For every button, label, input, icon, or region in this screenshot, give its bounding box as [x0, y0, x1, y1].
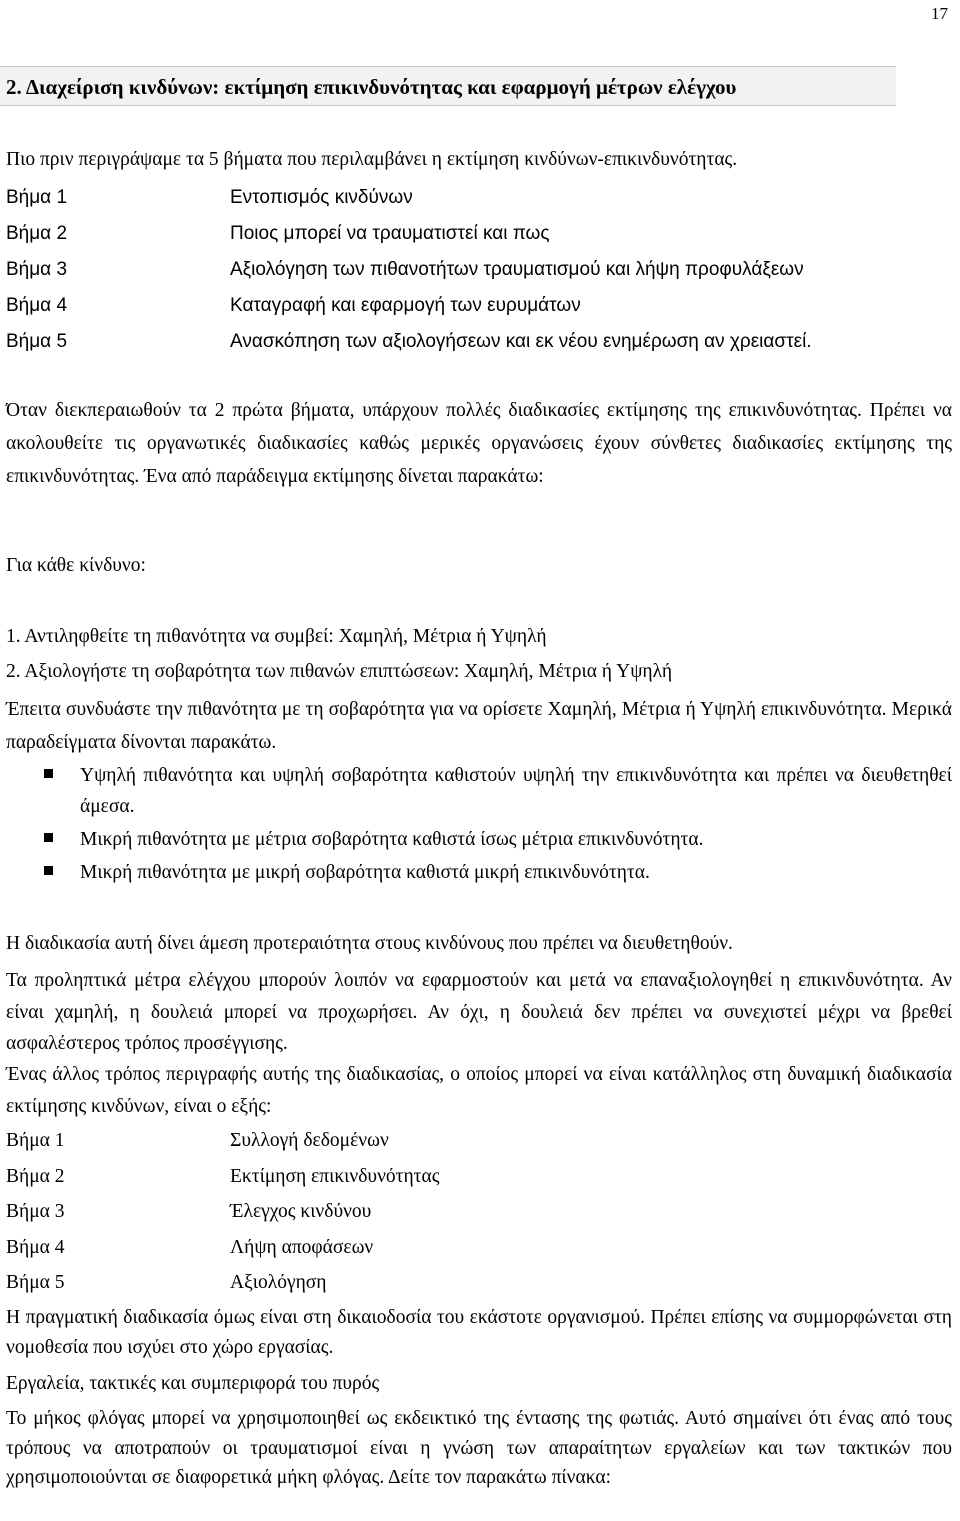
- step-text: Ανασκόπηση των αξιολογήσεων και εκ νέου ενημέρωση αν χρειαστεί.: [230, 331, 812, 352]
- step-label: Βήμα 5: [6, 331, 68, 352]
- step-text: Εντοπισμός κινδύνων: [230, 187, 413, 208]
- square-bullet-icon: [44, 769, 53, 778]
- list-item: [6, 857, 952, 888]
- paragraph-first-two-steps: Όταν διεκπεραιωθούν τα 2 πρώτα βήματα, υπάρχουν πολλές διαδικασίες εκτίμησης της επικινδυνότητας. Πρέπει να ακολουθείτε τις οργανωτικές διαδικασίες καθώς μερικές οργανώσεις έχουν σύνθετες διαδικασίες εκτίμησης της επικινδυνότητας. Ένα από παράδειγμα εκτίμησης δίνεται παρακάτω:: [6, 400, 952, 487]
- steps-list-first: [6, 180, 946, 360]
- step-row: [6, 1159, 946, 1195]
- paragraph-another-way: Ένας άλλος τρόπος περιγραφής αυτής της διαδικασίας, ο οποίος μπορεί να είναι κατάλληλος στη δυναμική διαδικασία εκτίμησης κινδύνων, είναι ο εξής:: [6, 1064, 952, 1117]
- paragraph-real-process: Η πραγματική διαδικασία όμως είναι στη δικαιοδοσία του εκάστοτε οργανισμού. Πρέπει επίσης να συμμορφώνεται στη νομοθεσία που ισχύει στο χώρο εργασίας.: [6, 1307, 952, 1358]
- step-text: Αξιολόγηση των πιθανοτήτων τραυματισμού και λήψη προφυλάξεων: [230, 259, 804, 280]
- square-bullet-icon: [44, 833, 53, 842]
- step-label: Βήμα 2: [6, 223, 68, 244]
- step-text: Συλλογή δεδομένων: [230, 1130, 389, 1151]
- step-label: Βήμα 5: [6, 1272, 65, 1293]
- step-row: [6, 180, 946, 216]
- step-label: Βήμα 1: [6, 1130, 65, 1151]
- step-text: Καταγραφή και εφαρμογή των ευρυμάτων: [230, 295, 581, 316]
- paragraph-combine: Έπειτα συνδυάστε την πιθανότητα με τη σοβαρότητα για να ορίσετε Χαμηλή, Μέτρια ή Υψηλή επικινδυνότητα. Μερικά παραδείγματα δίνονται παρακάτω.: [6, 699, 952, 753]
- steps-list-second: [6, 1123, 946, 1301]
- for-each-hazard-label: Για κάθε κίνδυνο:: [6, 555, 146, 576]
- step-row: [6, 1230, 946, 1266]
- intro-text: Πιο πριν περιγράψαμε τα 5 βήματα που περιλαμβάνει η εκτίμηση κινδύνων-επικινδυνότητας.: [6, 149, 738, 170]
- bullet-text: Μικρή πιθανότητα με μέτρια σοβαρότητα καθιστά ίσως μέτρια επικινδυνότητα.: [80, 829, 704, 850]
- step-text: Λήψη αποφάσεων: [230, 1236, 374, 1258]
- bullet-text: Μικρή πιθανότητα με μικρή σοβαρότητα καθιστά μικρή επικινδυνότητα.: [80, 862, 650, 883]
- step-label: Βήμα 4: [6, 295, 68, 316]
- paragraph-measures: Τα προληπτικά μέτρα ελέγχου μπορούν λοιπόν να εφαρμοστούν και μετά να επαναξιολογηθεί η επικινδυνότητα. Αν είναι χαμηλή, η δουλειά μπορεί να προχωρήσει. Αν όχι, η δουλειά δεν πρέπει να συνεχιστεί μέχρι να βρεθεί ασφαλέστερος τρόπος προσέγγισης.: [6, 970, 952, 1054]
- step-label: Βήμα 4: [6, 1236, 65, 1258]
- step-text: Εκτίμηση επικινδυνότητας: [230, 1165, 440, 1187]
- numbered-item: 1. Αντιληφθείτε τη πιθανότητα να συμβεί: Χαμηλή, Μέτρια ή Υψηλή: [6, 626, 547, 647]
- subheading-tools: Εργαλεία, τακτικές και συμπεριφορά του πυρός: [6, 1373, 380, 1394]
- step-text: Αξιολόγηση: [230, 1272, 327, 1293]
- step-row: [6, 324, 946, 360]
- list-item: [6, 760, 952, 822]
- step-label: Βήμα 3: [6, 1201, 65, 1222]
- step-text: Έλεγχος κινδύνου: [230, 1201, 372, 1222]
- step-label: Βήμα 1: [6, 187, 68, 208]
- bullet-text: Υψηλή πιθανότητα και υψηλή σοβαρότητα καθιστούν υψηλή την επικινδυνότητα και πρέπει να διευθετηθεί άμεσα.: [80, 765, 952, 817]
- numbered-item: 2. Αξιολογήστε τη σοβαρότητα των πιθανών επιπτώσεων: Χαμηλή, Μέτρια ή Υψηλή: [6, 661, 673, 682]
- step-label: Βήμα 2: [6, 1165, 65, 1187]
- step-row: [6, 288, 946, 324]
- square-bullet-icon: [44, 866, 53, 875]
- section-heading: 2. Διαχείριση κινδύνων: εκτίμηση επικινδυνότητας και εφαρμογή μέτρων ελέγχου: [0, 66, 896, 106]
- step-row: [6, 1265, 946, 1301]
- paragraph-flame-length: Το μήκος φλόγας μπορεί να χρησιμοποιηθεί ως εκδεικτικό της έντασης της φωτιάς. Αυτό σημαίνει ότι ένας από τους τρόπους να αποτραπούν οι τραυματισμοί είναι η γνώση των απαραίτητων εργαλείων και των τακτικών που χρησιμοποιούνται σε διαφορετικά μήκη φλόγας. Δείτε τον παρακάτω πίνακα:: [6, 1408, 952, 1488]
- list-item: [6, 824, 952, 855]
- step-text: Ποιος μπορεί να τραυματιστεί και πως: [230, 223, 550, 244]
- step-row: [6, 216, 946, 252]
- step-row: [6, 1194, 946, 1230]
- bullet-list: [6, 760, 952, 890]
- paragraph-priority: Η διαδικασία αυτή δίνει άμεση προτεραιότητα στους κινδύνους που πρέπει να διευθετηθούν.: [6, 933, 733, 954]
- step-label: Βήμα 3: [6, 259, 68, 280]
- step-row: [6, 252, 946, 288]
- step-row: [6, 1123, 946, 1159]
- page-number: 17: [931, 4, 948, 23]
